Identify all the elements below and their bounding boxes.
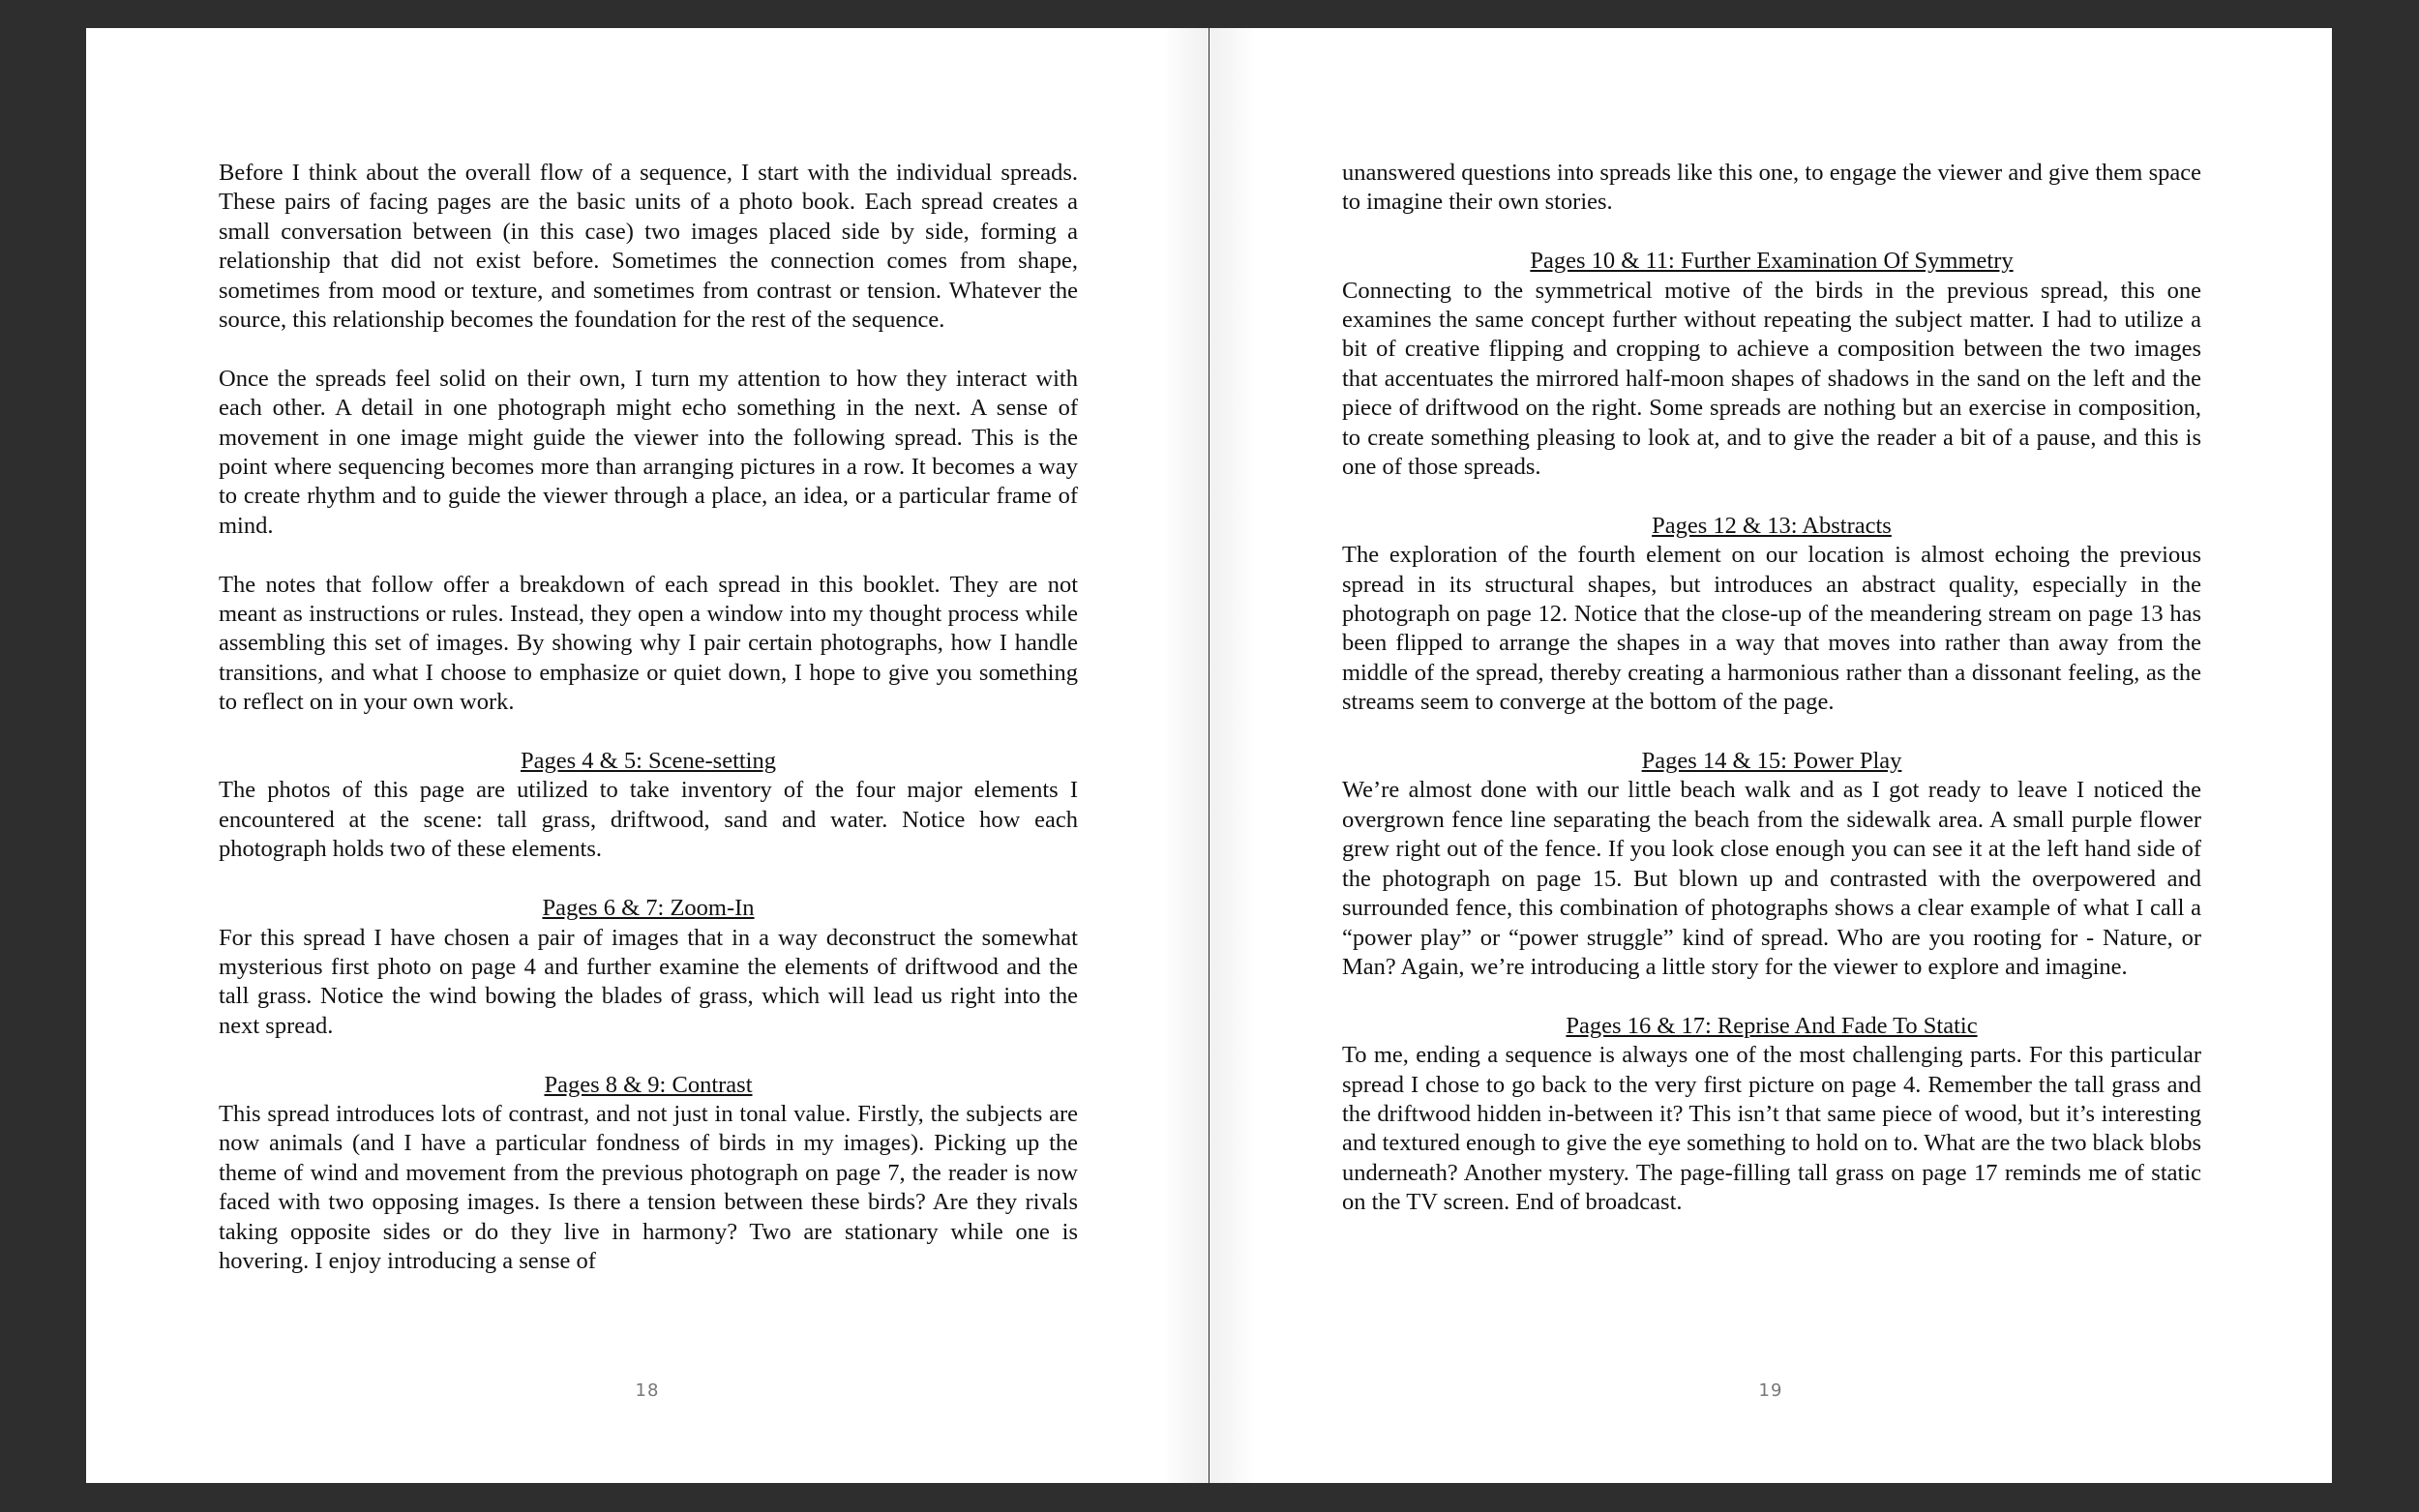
section-pages-6-7 bbox=[219, 894, 1078, 1041]
section-pages-12-13 bbox=[1342, 512, 2201, 718]
section-pages-4-5 bbox=[219, 747, 1078, 865]
section-body: The photos of this page are utilized to take inventory of the four major elements I encountered at the scene: tall grass, driftwood, sand and water. Notice how each photograph holds two of these elements. bbox=[219, 777, 1078, 863]
left-page bbox=[86, 28, 1209, 1483]
section-pages-14-15 bbox=[1342, 747, 2201, 982]
section-body: Connecting to the symmetrical motive of the birds in the previous spread, this one examines the same concept further without repeating the subject matter. I had to utilize a bit of creative flipping and cropping to achieve a composition between the two images that accentuates the mirrored half-moon shapes of shadows in the sand on the left and the piece of driftwood on the right. Some spreads are nothing but an exercise in composition, to create something pleasing to look at, and to give the reader a bit of a pause, and this is one of those spreads. bbox=[1342, 277, 2201, 481]
intro-paragraph: The notes that follow offer a breakdown of each spread in this booklet. They are not meant as instructions or rules. Instead, they open a window into my thought process while assembling this set of images. By showing why I pair certain photographs, how I handle transitions, and what I choose to emphasize or quiet down, I hope to give you something to reflect on in your own work. bbox=[219, 571, 1078, 716]
section-title: Pages 12 & 13: Abstracts bbox=[1652, 512, 1892, 539]
continuation-paragraph: unanswered questions into spreads like this one, to engage the viewer and give them space to imagine their own stories. bbox=[1342, 160, 2201, 216]
right-page bbox=[1210, 28, 2332, 1483]
section-pages-16-17 bbox=[1342, 1012, 2201, 1218]
page-number: 18 bbox=[635, 1380, 660, 1401]
section-body: For this spread I have chosen a pair of images that in a way deconstruct the somewhat mysterious first photo on page 4 and further examine the elements of driftwood and the tall grass. Notice the wind bowing the blades of grass, which will lead us right into the next spread. bbox=[219, 924, 1078, 1039]
section-body: This spread introduces lots of contrast, and not just in tonal value. Firstly, the subjects are now animals (and I have a particular fondness of birds in my images). Picking up the theme of wind and movement from the previous photograph on page 7, the reader is now faced with two opposing images. Is there a tension between these birds? Are they rivals taking opposite sides or do they live in harmony? Two are stationary while one is hovering. I enjoy introducing a sense of bbox=[219, 1100, 1078, 1274]
intro-paragraph: Before I think about the overall flow of a sequence, I start with the individual spreads. These pairs of facing pages are the basic units of a photo book. Each spread creates a small conversation between (in this case) two images placed side by side, forming a relationship that did not exist before. Sometimes the connection comes from shape, sometimes from mood or texture, and sometimes from contrast or tension. Whatever the source, this relationship becomes the foundation for the rest of the sequence. bbox=[219, 160, 1078, 334]
section-body: To me, ending a sequence is always one of the most challenging parts. For this particular spread I chose to go back to the very first picture on page 4. Remember the tall grass and the driftwood hidden in-between it? This isn’t that same piece of wood, but it’s interesting and textured enough to give the eye something to hold on to. What are the two black blobs underneath? Another mystery. The page-filling tall grass on page 17 reminds me of static on the TV screen. End of broadcast. bbox=[1342, 1042, 2201, 1216]
section-title: Pages 8 & 9: Contrast bbox=[544, 1071, 753, 1098]
right-page-text bbox=[1342, 159, 2201, 1247]
section-title: Pages 6 & 7: Zoom-In bbox=[542, 895, 755, 922]
section-pages-8-9 bbox=[219, 1071, 1078, 1277]
section-title: Pages 14 & 15: Power Play bbox=[1641, 748, 1902, 775]
intro-paragraph: Once the spreads feel solid on their own, I turn my attention to how they interact with each other. A detail in one photograph might echo something in the next. A sense of movement in one image might guide the viewer into the following spread. This is the point where sequencing becomes more than arranging pictures in a row. It becomes a way to create rhythm and to guide the viewer through a place, an idea, or a particular frame of mind. bbox=[219, 365, 1078, 539]
section-title: Pages 10 & 11: Further Examination Of Symmetry bbox=[1530, 248, 2014, 275]
page-number: 19 bbox=[1758, 1380, 1783, 1401]
left-page-text bbox=[219, 159, 1078, 1306]
section-body: The exploration of the fourth element on our location is almost echoing the previous spread in its structural shapes, but introduces an abstract quality, especially in the photograph on page 12. Notice that the close-up of the meandering stream on page 13 has been flipped to arrange the shapes in a way that moves into rather than away from the middle of the spread, thereby creating a harmonious rather than a dissonant feeling, as the streams seem to converge at the bottom of the page. bbox=[1342, 542, 2201, 716]
section-title: Pages 4 & 5: Scene-setting bbox=[520, 748, 776, 775]
section-body: We’re almost done with our little beach walk and as I got ready to leave I noticed the overgrown fence line separating the beach from the sidewalk area. A small purple flower grew right out of the fence. If you look close enough you can see it at the left hand side of the photograph on page 15. But blown up and contrasted with the overpowered and surrounded fence, this combination of photographs shows a clear example of what I call a “power play” or “power struggle” kind of spread. Who are you rooting for - Nature, or Man? Again, we’re introducing a little story for the viewer to explore and imagine. bbox=[1342, 777, 2201, 980]
section-title: Pages 16 & 17: Reprise And Fade To Static bbox=[1566, 1012, 1978, 1039]
section-pages-10-11 bbox=[1342, 247, 2201, 482]
